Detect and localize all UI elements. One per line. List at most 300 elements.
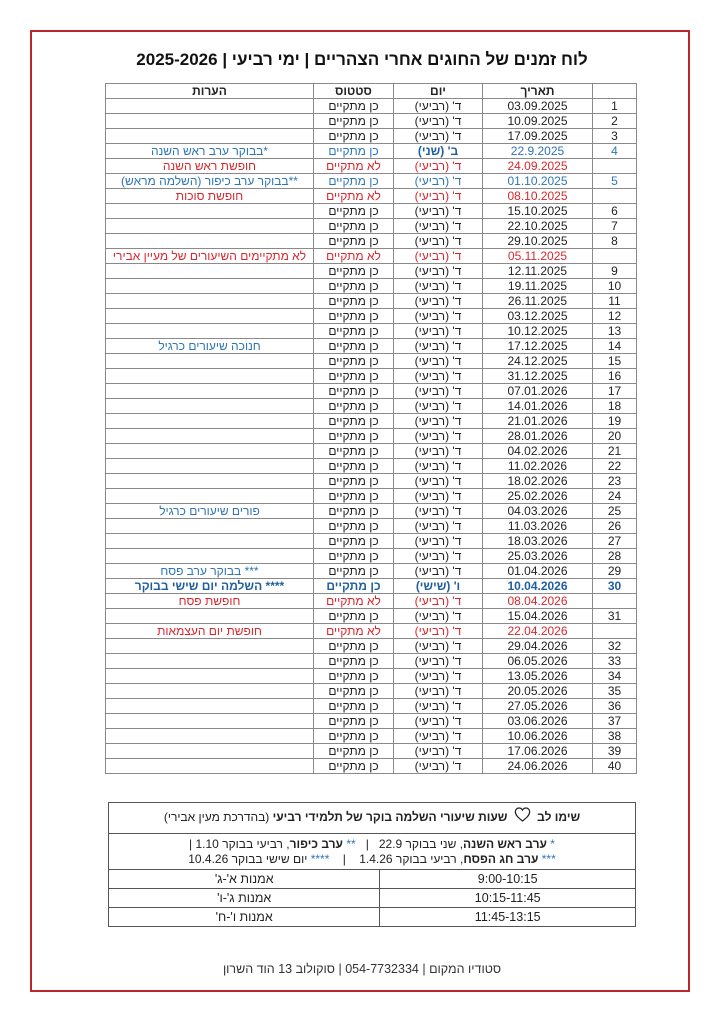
row-day: ד' (רביעי): [394, 474, 483, 489]
note-holiday: ערב חג הפסח: [463, 852, 539, 866]
row-notes: חופשת ראש השנה: [106, 159, 314, 174]
row-number: 11: [593, 294, 637, 309]
header-date: תאריך: [483, 84, 593, 99]
row-number: 39: [593, 744, 637, 759]
separator: |: [365, 837, 369, 851]
row-number: 14: [593, 339, 637, 354]
separator: |: [189, 837, 193, 851]
row-day: ד' (רביעי): [394, 759, 483, 774]
row-number: 13: [593, 324, 637, 339]
row-day: ד' (רביעי): [394, 249, 483, 264]
schedule-body: [106, 99, 637, 774]
row-notes: חופשת יום העצמאות: [106, 624, 314, 639]
row-status: כן מתקיים: [314, 414, 394, 429]
row-number: 18: [593, 399, 637, 414]
row-notes: [106, 234, 314, 249]
row-date: 06.05.2026: [483, 654, 593, 669]
row-date: 19.11.2025: [483, 279, 593, 294]
row-number: 28: [593, 549, 637, 564]
table-row: [106, 624, 637, 639]
row-date: 22.10.2025: [483, 219, 593, 234]
row-status: כן מתקיים: [314, 549, 394, 564]
row-date: 25.03.2026: [483, 549, 593, 564]
table-row: [106, 459, 637, 474]
row-status: כן מתקיים: [314, 99, 394, 114]
row-day: ד' (רביעי): [394, 729, 483, 744]
row-status: כן מתקיים: [314, 609, 394, 624]
row-number: 35: [593, 684, 637, 699]
row-notes: [106, 714, 314, 729]
row-day: ד' (רביעי): [394, 459, 483, 474]
row-day: ד' (רביעי): [394, 204, 483, 219]
row-date: 22.9.2025: [483, 144, 593, 159]
row-day: ד' (רביעי): [394, 489, 483, 504]
row-number: 2: [593, 114, 637, 129]
footnote-marker: ****: [310, 852, 330, 866]
row-number: 40: [593, 759, 637, 774]
row-date: 01.04.2026: [483, 564, 593, 579]
row-date: 28.01.2026: [483, 429, 593, 444]
row-number: 33: [593, 654, 637, 669]
row-date: 11.03.2026: [483, 519, 593, 534]
row-status: כן מתקיים: [314, 399, 394, 414]
row-notes: [106, 414, 314, 429]
row-day: ד' (רביעי): [394, 609, 483, 624]
row-day: ד' (רביעי): [394, 624, 483, 639]
table-row: [106, 159, 637, 174]
page-title: לוח זמנים של החוגים אחרי הצהריים | ימי רביעי | 2025-2026: [136, 50, 588, 69]
table-row: [106, 219, 637, 234]
slot-row: [109, 889, 635, 908]
row-day: ד' (רביעי): [394, 654, 483, 669]
row-status: כן מתקיים: [314, 309, 394, 324]
row-date: 15.04.2026: [483, 609, 593, 624]
row-date: 26.11.2025: [483, 294, 593, 309]
row-notes: [106, 669, 314, 684]
row-day: ד' (רביעי): [394, 264, 483, 279]
row-status: לא מתקיים: [314, 159, 394, 174]
table-row: [106, 444, 637, 459]
table-row: [106, 174, 637, 189]
row-notes: [106, 534, 314, 549]
row-number: 27: [593, 534, 637, 549]
row-date: 08.04.2026: [483, 594, 593, 609]
row-day: ד' (רביעי): [394, 534, 483, 549]
slot-time: 10:15-11:45: [380, 889, 635, 908]
row-status: כן מתקיים: [314, 564, 394, 579]
table-row: [106, 399, 637, 414]
row-day: ד' (רביעי): [394, 594, 483, 609]
row-number: 12: [593, 309, 637, 324]
row-day: ד' (רביעי): [394, 504, 483, 519]
row-number: 16: [593, 369, 637, 384]
slot-group: אמנות ג'-ו': [109, 889, 380, 908]
row-notes: [106, 219, 314, 234]
row-number: 26: [593, 519, 637, 534]
row-status: כן מתקיים: [314, 144, 394, 159]
row-status: כן מתקיים: [314, 699, 394, 714]
row-status: לא מתקיים: [314, 189, 394, 204]
table-row: [106, 669, 637, 684]
slot-row: [109, 908, 635, 927]
row-notes: [106, 129, 314, 144]
table-row: [106, 699, 637, 714]
row-notes: [106, 399, 314, 414]
table-row: [106, 129, 637, 144]
row-status: לא מתקיים: [314, 249, 394, 264]
row-status: כן מתקיים: [314, 489, 394, 504]
note-text: , רביעי בבוקר 1.10: [195, 837, 290, 851]
row-day: ד' (רביעי): [394, 294, 483, 309]
row-notes: **בבוקר ערב כיפור (השלמה מראש): [106, 174, 314, 189]
table-row: [106, 594, 637, 609]
table-row: [106, 354, 637, 369]
row-day: ד' (רביעי): [394, 279, 483, 294]
table-row: [106, 744, 637, 759]
row-status: כן מתקיים: [314, 354, 394, 369]
row-date: 08.10.2025: [483, 189, 593, 204]
row-date: 24.09.2025: [483, 159, 593, 174]
row-status: כן מתקיים: [314, 429, 394, 444]
row-notes: [106, 699, 314, 714]
row-status: כן מתקיים: [314, 264, 394, 279]
row-date: 05.11.2025: [483, 249, 593, 264]
row-number: 8: [593, 234, 637, 249]
row-notes: [106, 114, 314, 129]
row-notes: *בבוקר ערב ראש השנה: [106, 144, 314, 159]
row-day: ד' (רביעי): [394, 549, 483, 564]
row-status: כן מתקיים: [314, 444, 394, 459]
row-notes: [106, 204, 314, 219]
row-number: 15: [593, 354, 637, 369]
row-status: כן מתקיים: [314, 204, 394, 219]
note-holiday: ערב כיפור: [289, 837, 343, 851]
row-status: כן מתקיים: [314, 654, 394, 669]
schedule-table: [105, 83, 637, 774]
row-number: 31: [593, 609, 637, 624]
table-row: [106, 684, 637, 699]
row-notes: חופשת סוכות: [106, 189, 314, 204]
row-notes: [106, 759, 314, 774]
row-status: לא מתקיים: [314, 624, 394, 639]
row-date: 03.06.2026: [483, 714, 593, 729]
row-notes: [106, 429, 314, 444]
row-date: 21.01.2026: [483, 414, 593, 429]
row-day: ד' (רביעי): [394, 99, 483, 114]
row-notes: *** בבוקר ערב פסח: [106, 564, 314, 579]
row-day: ד' (רביעי): [394, 309, 483, 324]
row-number: 38: [593, 729, 637, 744]
row-number: 5: [593, 174, 637, 189]
row-status: כן מתקיים: [314, 684, 394, 699]
row-notes: חנוכה שיעורים כרגיל: [106, 339, 314, 354]
row-day: ו' (שישי): [394, 579, 483, 594]
row-number: 3: [593, 129, 637, 144]
row-number: 32: [593, 639, 637, 654]
row-notes: [106, 444, 314, 459]
table-row: [106, 429, 637, 444]
row-date: 07.01.2026: [483, 384, 593, 399]
slot-time: 9:00-10:15: [380, 870, 635, 889]
row-status: כן מתקיים: [314, 579, 394, 594]
makeup-notes-line2: [109, 852, 635, 867]
header-day: יום: [394, 84, 483, 99]
row-day: ד' (רביעי): [394, 399, 483, 414]
row-status: כן מתקיים: [314, 744, 394, 759]
table-row: [106, 324, 637, 339]
row-status: כן מתקיים: [314, 639, 394, 654]
row-notes: חופשת פסח: [106, 594, 314, 609]
row-day: ב' (שני): [394, 144, 483, 159]
table-row: [106, 339, 637, 354]
row-number: [593, 159, 637, 174]
row-status: כן מתקיים: [314, 519, 394, 534]
row-number: 24: [593, 489, 637, 504]
row-number: 1: [593, 99, 637, 114]
row-number: [593, 624, 637, 639]
row-notes: [106, 369, 314, 384]
row-number: 36: [593, 699, 637, 714]
slot-group: אמנות ו'-ח': [109, 908, 380, 927]
table-row: [106, 579, 637, 594]
table-row: [106, 234, 637, 249]
row-day: ד' (רביעי): [394, 564, 483, 579]
row-day: ד' (רביעי): [394, 639, 483, 654]
table-row: [106, 99, 637, 114]
row-day: ד' (רביעי): [394, 519, 483, 534]
row-number: [593, 189, 637, 204]
row-number: 37: [593, 714, 637, 729]
table-row: [106, 489, 637, 504]
row-day: ד' (רביעי): [394, 669, 483, 684]
table-row: [106, 369, 637, 384]
row-status: כן מתקיים: [314, 294, 394, 309]
table-row: [106, 279, 637, 294]
row-notes: [106, 309, 314, 324]
row-date: 17.12.2025: [483, 339, 593, 354]
row-notes: [106, 639, 314, 654]
row-status: כן מתקיים: [314, 114, 394, 129]
row-day: ד' (רביעי): [394, 174, 483, 189]
row-date: 29.10.2025: [483, 234, 593, 249]
row-notes: [106, 99, 314, 114]
row-date: 10.06.2026: [483, 729, 593, 744]
row-day: ד' (רביעי): [394, 699, 483, 714]
row-notes: פורים שיעורים כרגיל: [106, 504, 314, 519]
row-date: 11.02.2026: [483, 459, 593, 474]
table-row: [106, 294, 637, 309]
row-status: כן מתקיים: [314, 534, 394, 549]
row-date: 10.09.2025: [483, 114, 593, 129]
row-day: ד' (רביעי): [394, 369, 483, 384]
row-number: 20: [593, 429, 637, 444]
row-day: ד' (רביעי): [394, 429, 483, 444]
heart-outline-icon: [514, 804, 531, 832]
note-text: יום שישי בבוקר 10.4.26: [188, 852, 308, 866]
row-notes: [106, 549, 314, 564]
row-number: 6: [593, 204, 637, 219]
row-date: 12.11.2025: [483, 264, 593, 279]
row-date: 31.12.2025: [483, 369, 593, 384]
row-date: 17.06.2026: [483, 744, 593, 759]
row-notes: [106, 729, 314, 744]
row-date: 18.03.2026: [483, 534, 593, 549]
table-row: [106, 264, 637, 279]
header-notes: הערות: [106, 84, 314, 99]
table-header-row: [106, 84, 637, 99]
makeup-header-bold: שעות שיעורי השלמה בוקר של תלמידי רביעי: [272, 810, 508, 824]
row-day: ד' (רביעי): [394, 114, 483, 129]
row-number: [593, 249, 637, 264]
row-number: 34: [593, 669, 637, 684]
row-day: ד' (רביעי): [394, 714, 483, 729]
row-date: 04.03.2026: [483, 504, 593, 519]
row-number: 21: [593, 444, 637, 459]
header-status: סטטוס: [314, 84, 394, 99]
row-number: 22: [593, 459, 637, 474]
row-notes: [106, 684, 314, 699]
slot-group: אמנות א'-ג': [214, 872, 274, 886]
row-status: כן מתקיים: [314, 669, 394, 684]
row-date: 24.12.2025: [483, 354, 593, 369]
row-day: ד' (רביעי): [394, 234, 483, 249]
footnote-marker: **: [346, 837, 356, 851]
footnote-marker: *: [550, 837, 555, 851]
row-notes: [106, 474, 314, 489]
row-notes: **** השלמה יום שישי בבוקר: [106, 579, 314, 594]
table-row: [106, 639, 637, 654]
row-date: 14.01.2026: [483, 399, 593, 414]
row-notes: [106, 354, 314, 369]
row-day: ד' (רביעי): [394, 129, 483, 144]
row-number: 25: [593, 504, 637, 519]
makeup-lessons-box: [108, 802, 636, 927]
table-row: [106, 549, 637, 564]
row-day: ד' (רביעי): [394, 219, 483, 234]
row-date: 04.02.2026: [483, 444, 593, 459]
slot-row: [109, 870, 635, 889]
makeup-header-prefix: שימו לב: [537, 810, 581, 824]
footnote-marker: ***: [541, 852, 556, 866]
row-day: ד' (רביעי): [394, 324, 483, 339]
row-number: 4: [593, 144, 637, 159]
row-date: 29.04.2026: [483, 639, 593, 654]
table-row: [106, 414, 637, 429]
row-status: כן מתקיים: [314, 339, 394, 354]
row-notes: [106, 744, 314, 759]
row-status: לא מתקיים: [314, 594, 394, 609]
table-row: [106, 144, 637, 159]
row-date: 27.05.2026: [483, 699, 593, 714]
row-date: 13.05.2026: [483, 669, 593, 684]
table-row: [106, 474, 637, 489]
row-notes: [106, 609, 314, 624]
row-day: ד' (רביעי): [394, 684, 483, 699]
row-number: 19: [593, 414, 637, 429]
makeup-header: [109, 803, 635, 834]
row-number: 9: [593, 264, 637, 279]
row-date: 10.12.2025: [483, 324, 593, 339]
row-number: 10: [593, 279, 637, 294]
row-status: כן מתקיים: [314, 729, 394, 744]
row-date: 17.09.2025: [483, 129, 593, 144]
table-row: [106, 654, 637, 669]
makeup-notes-line1: [109, 837, 635, 852]
row-notes: [106, 294, 314, 309]
table-row: [106, 519, 637, 534]
row-status: כן מתקיים: [314, 504, 394, 519]
table-row: [106, 189, 637, 204]
row-notes: [106, 519, 314, 534]
table-row: [106, 759, 637, 774]
row-notes: לא מתקיימים השיעורים של מעיין אבירי: [106, 249, 314, 264]
table-row: [106, 729, 637, 744]
row-number: [593, 594, 637, 609]
row-date: 18.02.2026: [483, 474, 593, 489]
row-day: ד' (רביעי): [394, 339, 483, 354]
row-status: כן מתקיים: [314, 174, 394, 189]
row-date: 20.05.2026: [483, 684, 593, 699]
row-notes: [106, 654, 314, 669]
table-row: [106, 504, 637, 519]
row-day: ד' (רביעי): [394, 444, 483, 459]
row-notes: [106, 324, 314, 339]
row-day: ד' (רביעי): [394, 414, 483, 429]
row-date: 03.09.2025: [483, 99, 593, 114]
table-row: [106, 309, 637, 324]
table-row: [106, 384, 637, 399]
note-text: , רביעי בבוקר 1.4.26: [359, 852, 464, 866]
table-row: [106, 249, 637, 264]
table-row: [106, 534, 637, 549]
row-status: כן מתקיים: [314, 219, 394, 234]
row-notes: [106, 264, 314, 279]
row-status: כן מתקיים: [314, 324, 394, 339]
row-status: כן מתקיים: [314, 714, 394, 729]
table-row: [106, 564, 637, 579]
row-number: 7: [593, 219, 637, 234]
row-day: ד' (רביעי): [394, 384, 483, 399]
row-date: 03.12.2025: [483, 309, 593, 324]
row-day: ד' (רביעי): [394, 354, 483, 369]
row-day: ד' (רביעי): [394, 189, 483, 204]
row-notes: [106, 384, 314, 399]
row-status: כן מתקיים: [314, 759, 394, 774]
row-status: כן מתקיים: [314, 459, 394, 474]
note-text: , שני בבוקר 22.9: [378, 837, 464, 851]
row-date: 10.04.2026: [483, 579, 593, 594]
separator: |: [342, 852, 346, 866]
footer-contact: סטודיו המקום | 054-7732334 | סוקולוב 13 הוד השרון: [222, 962, 502, 976]
header-num: [593, 84, 637, 99]
row-status: כן מתקיים: [314, 384, 394, 399]
table-row: [106, 714, 637, 729]
makeup-header-suffix: (בהדרכת מעין אבירי): [163, 810, 270, 824]
note-holiday: ערב ראש השנה: [463, 837, 547, 851]
row-status: כן מתקיים: [314, 234, 394, 249]
slot-time: 11:45-13:15: [380, 908, 635, 927]
row-number: 29: [593, 564, 637, 579]
row-notes: [106, 459, 314, 474]
row-date: 15.10.2025: [483, 204, 593, 219]
table-row: [106, 114, 637, 129]
table-row: [106, 609, 637, 624]
makeup-slots-table: [109, 870, 635, 926]
row-status: כן מתקיים: [314, 474, 394, 489]
row-status: כן מתקיים: [314, 279, 394, 294]
table-row: [106, 204, 637, 219]
row-notes: [106, 489, 314, 504]
